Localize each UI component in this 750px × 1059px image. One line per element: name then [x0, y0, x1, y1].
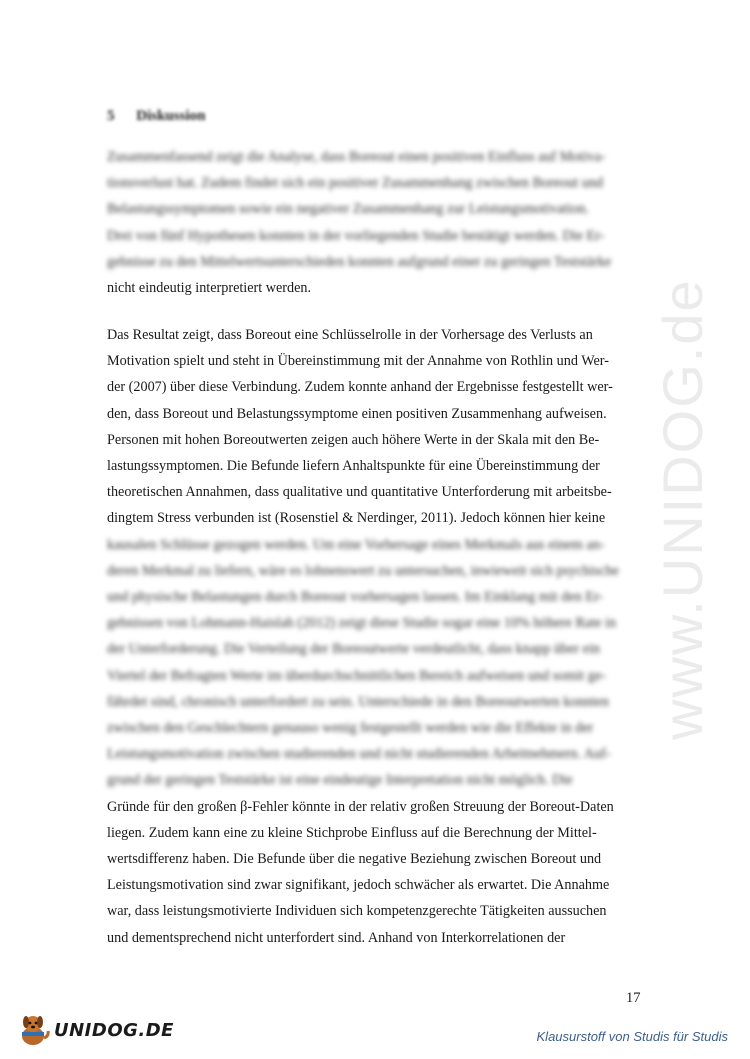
blurred-line: Leistungsmotivation zwischen studierenden und nicht studierenden Arbeitnehmern. Auf-	[107, 746, 611, 763]
unidog-logo[interactable]	[16, 1010, 174, 1050]
text-line: Motivation spielt und steht in Übereinstimmung mit der Annahme von Rothlin und Wer-	[107, 353, 609, 370]
blurred-line: Belastungssymptomen sowie ein negativer Zusammenhang zur Leistungsmotivation.	[107, 201, 589, 218]
text-line: dingtem Stress verbunden ist (Rosenstiel & Nerdinger, 2011). Jedoch können hier keine	[107, 510, 606, 527]
blurred-line: fährdet sind, chronisch unterfordert zu sein. Unterschiede in den Boreoutwerten konnten	[107, 693, 609, 710]
paragraph-1	[107, 144, 642, 301]
text-line: Personen mit hohen Boreoutwerten zeigen auch höhere Werte in der Skala mit den Be-	[107, 431, 600, 448]
text-line: theoretischen Annahmen, dass qualitative und quantitative Unterforderung mit arbeitsbe-	[107, 484, 612, 501]
blurred-line: gebnissen von Lohmann-Haislah (2012) zeigt diese Studie sogar eine 10% höhere Rate in	[107, 615, 617, 632]
text-line: Leistungsmotivation sind zwar signifikant, jedoch schwächer als erwartet. Die Annahme	[107, 877, 610, 894]
blurred-line: Zusammenfassend zeigt die Analyse, dass Boreout einen positiven Einfluss auf Motiva-	[107, 149, 606, 165]
text-line: wertsdifferenz haben. Die Befunde über die negative Beziehung zwischen Boreout und	[107, 851, 602, 868]
footer-slogan: Klausurstoff von Studis für Studis	[536, 1029, 728, 1044]
text-line: Das Resultat zeigt, dass Boreout eine Schlüsselrolle in der Vorhersage des Verlusts an	[107, 327, 593, 343]
text-line: Gründe für den großen β-Fehler könnte in der relativ großen Streuung der Boreout-Daten	[107, 798, 614, 815]
section-heading	[107, 108, 205, 125]
section-title: Diskussion	[136, 108, 206, 124]
blurred-line: zwischen den Geschlechtern genauso wenig festgestellt werden wie die Effekte in der	[107, 720, 594, 737]
blurred-line: Viertel der Befragten Werte im überdurchschnittlichen Bereich aufweisen und somit ge-	[107, 667, 606, 684]
text-line: den, dass Boreout und Belastungssymptome einen positiven Zusammenhang aufweisen.	[107, 405, 607, 422]
text-line: und dementsprechend nicht unterfordert sind. Anhand von Interkorrelationen der	[107, 929, 566, 946]
text-line: lastungssymptomen. Die Befunde liefern Anhaltspunkte für eine Übereinstimmung der	[107, 458, 600, 475]
blurred-line: deren Merkmal zu liefern, wäre es lohnenswert zu untersuchen, inwieweit sich psychische	[107, 562, 619, 579]
blurred-line: und physische Belastungen durch Boreout vorhersagen lassen. Im Einklang mit den Er-	[107, 589, 604, 606]
logo-text: UNIDOG.DE	[54, 1019, 174, 1041]
page-number: 17	[626, 990, 641, 1006]
text-line: der (2007) über diese Verbindung. Zudem konnte anhand der Ergebnisse festgestellt wer-	[107, 379, 613, 396]
text-line: liegen. Zudem kann eine zu kleine Stichprobe Einfluss auf die Berechnung der Mittel-	[107, 824, 597, 841]
blurred-line: der Unterforderung. Die Verteilung der Boreoutwerte verdeutlicht, dass knapp über ein	[107, 641, 600, 658]
blurred-line: Drei von fünf Hypothesen konnten in der vorliegenden Studie bestätigt werden. Die Er-	[107, 227, 605, 244]
dog-mascot-icon	[16, 1012, 50, 1048]
section-number: 5	[107, 108, 115, 124]
text-line: nicht eindeutig interpretiert werden.	[107, 280, 312, 297]
blurred-line: gebnisse zu den Mittelwertsunterschieden konnten aufgrund einer zu geringen Teststärke	[107, 253, 612, 270]
watermark: www.UNIDOG.de	[651, 278, 714, 740]
blurred-line: tionsverlust hat. Zudem findet sich ein positiver Zusammenhang zwischen Boreout und	[107, 175, 604, 192]
blurred-line: grund der geringen Teststärke ist eine eindeutige Interpretation nicht möglich. Die	[107, 772, 573, 789]
blurred-line: kausalen Schlüsse gezogen werden. Um eine Vorhersage eines Merkmals aus einem an-	[107, 536, 605, 553]
text-line: war, dass leistungsmotivierte Individuen sich kompetenzgerechte Tätigkeiten aussuchen	[107, 903, 607, 920]
paragraph-2	[107, 322, 642, 951]
